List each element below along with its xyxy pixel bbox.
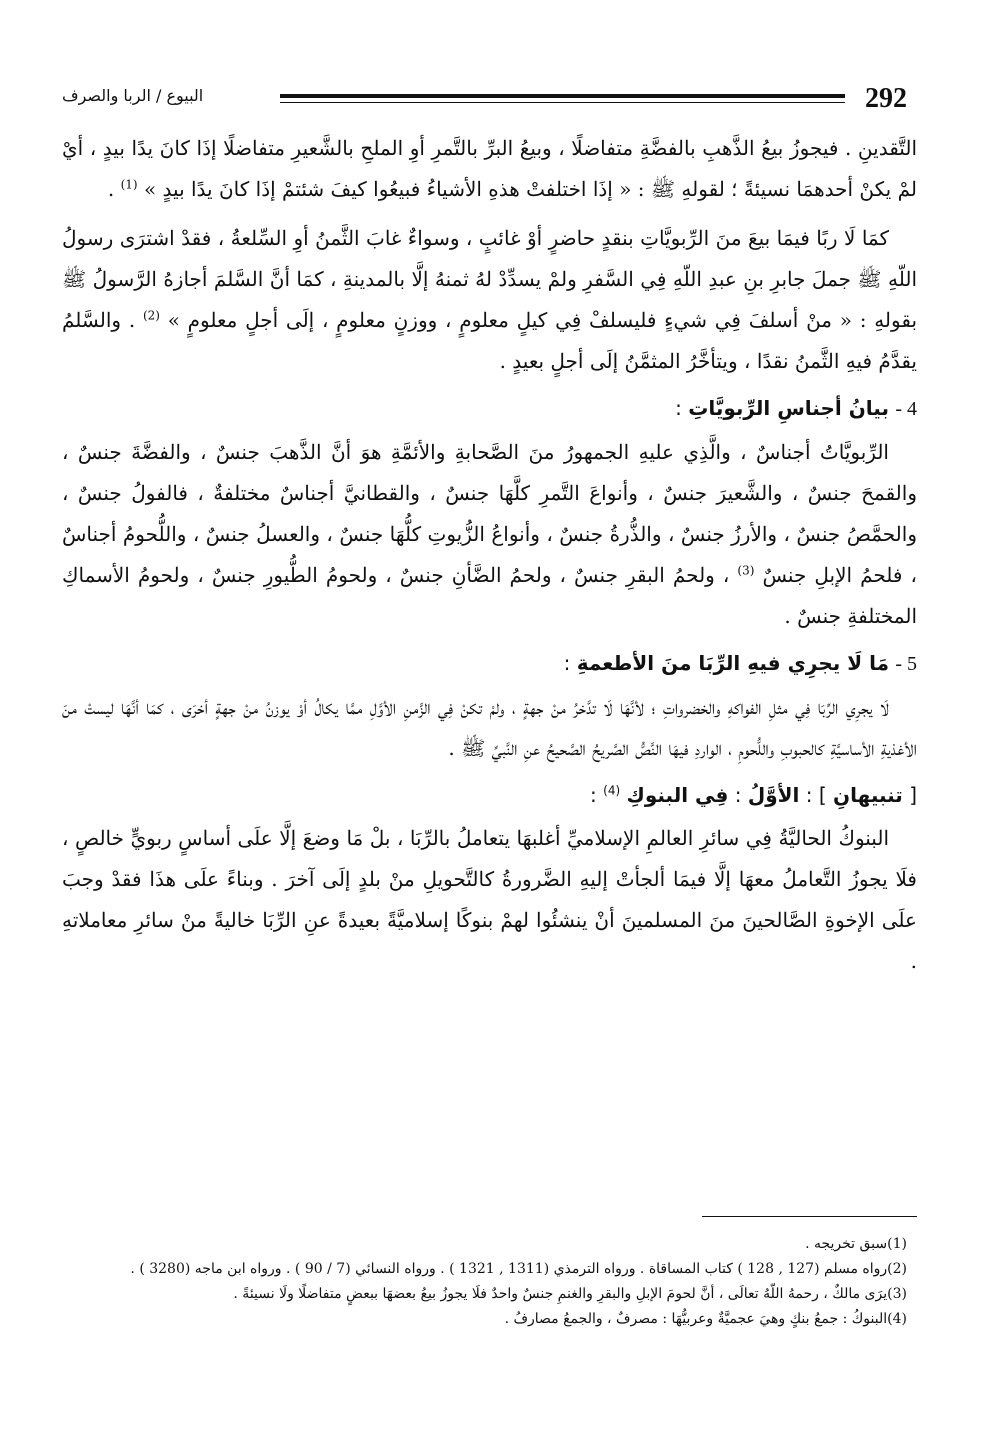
paragraph-2-end: . والسَّلمُ يقدَّمُ فيهِ الثَّمنُ نقدًا ، ويتأخَّرُ المثمَّنُ إلَى أجلٍ بعيدٍ . [62, 308, 917, 373]
paragraph-1-text: التَّقدينِ . فيجوزُ بيعُ الذَّهبِ بالفضَّةِ متفاضلًا ، وبيعُ البرِّ بالتَّمرِ أوِ الملحِ بالشَّعيرِ متفاضلًا إذَا كانَ يدًا بيدٍ ، أيْ لمْ يكنْ أحدهمَا نسيئةً ؛ لقولهِ ﷺ : « إذَا اختلفتْ هذهِ الأشياءُ فبيعُوا كيفَ شئتمْ إذَا كانَ يدًا بيدٍ » [62, 136, 917, 201]
footnote-divider [702, 1216, 917, 1217]
section-number-5: 5 - [895, 653, 917, 675]
running-title: البيوع / الربا والصرف [62, 86, 204, 105]
section-title-5: مَا لَا يجرِي فيهِ الرِّبَا منَ الأطعمةِ [576, 651, 889, 675]
bracket-open: [ [909, 783, 917, 807]
header-rule [280, 94, 845, 103]
page-number: 292 [865, 83, 907, 114]
footnote-ref-3: (3) [737, 563, 755, 578]
footnote-3: (3)يرَى مالكٌ ، رحمهُ اللّهُ تعالَى ، أنَّ لحومَ الإبلِ والبقرِ والغنمِ جنسٌ واحدٌ فلَا يجوزُ بيعُ بعضهَا ببعضٍ متفاضلًا ولَا نسيئةً . [233, 1286, 907, 1302]
notes-first: الأوَّلُ [747, 783, 800, 807]
paragraph-1-end: . [107, 177, 115, 201]
notes-label: تنبيهانِ [833, 783, 903, 807]
footnote-ref-1: (1) [120, 177, 138, 192]
section-heading-4 [62, 388, 917, 430]
section-colon-4: : [675, 396, 682, 420]
bracket-close: ] [818, 783, 827, 807]
section-number-4: 4 - [895, 398, 917, 420]
footnote-2: (2)رواه مسلم (127 , 128 ) كتاب المساقاة . ورواه الترمذي (1311 , 1321 ) . ورواه النسائي (7 / 90 ) . ورواه ابن ماجه (3280 ) . [130, 1261, 907, 1277]
paragraph-4 [62, 687, 917, 769]
paragraph-4-text: لَا يجرِي الرِّبَا فِي مثلِ الفواكهِ والخضرواتِ ؛ لأنَّهَا لَا تدَّخرُ منْ جهةٍ ، ولمْ تكنْ فِي الزَّمنِ الأوَّلِ ممَّا يكالُ أوْ يوزنُ منْ جهةٍ أخرَى ، كمَا أنَّهَا ليستْ منَ الأغذيةِ الأساسيَّةِ كالحبوبِ واللُّحومِ ، الواردِ فيهَا النَّصُّ الصَّريحُ الصَّحيحُ عنِ النَّبيِّ ﷺ . [62, 695, 917, 760]
paragraph-2 [62, 218, 917, 382]
footnote-1: (1)سبق تخريجه . [805, 1236, 907, 1252]
footnote-4: (4)البنوكُ : جمعُ بنكٍ وهيَ عجميَّةٌ وعربيُّهَا : مصرفٌ ، والجمعُ مصارفُ . [504, 1311, 907, 1327]
main-text [62, 128, 917, 982]
paragraph-2-text: كمَا لَا ربًا فيمَا بيعَ منَ الرِّبويَّاتِ بنقدٍ حاضرٍ أوْ غائبٍ ، وسواءٌ غابَ الثَّمنُ أوِ السِّلعةُ ، فقدْ اشترَى رسولُ اللّهِ ﷺ جملَ جابرِ بنِ عبدِ اللّهِ فِي السَّفرِ ولمْ يسدِّدْ لهُ ثمنهُ إلَّا بالمدينةِ ، كمَا أنَّ السَّلمَ أجازهُ الرَّسولُ ﷺ بقولهِ : « منْ أسلفَ فِي شيءٍ فليسلفْ فِي كيلٍ معلومٍ ، ووزنٍ معلومٍ ، إلَى أجلٍ معلومٍ » [62, 226, 918, 332]
paragraph-3 [62, 432, 917, 637]
notes-colon: : [590, 783, 597, 807]
section-colon-5: : [563, 651, 571, 675]
paragraph-1 [62, 128, 917, 210]
footnote-ref-2: (2) [142, 308, 160, 323]
paragraph-5-text: البنوكُ الحاليَّةُ فِي سائرِ العالمِ الإسلاميِّ أغلبهَا يتعاملُ بالرِّبَا ، بلْ مَا وضعَ إلَّا علَى أساسٍ ربويٍّ خالصٍ ، فلَا يجوزُ التَّعاملُ معهَا إلَّا فيمَا ألجأتْ إليهِ الضَّرورةُ كالتَّحويلِ منْ بلدٍ إلَى آخرَ . وبناءً علَى هذَا فقدْ وجبَ علَى الإخوةِ الصَّالحينَ منَ المسلمينَ أنْ ينشئُوا لهمْ بنوكًا إسلاميَّةً بعيدةً عنِ الرِّبَا خاليةً منْ سائرِ معاملاتهِ . [62, 826, 917, 973]
page-header [62, 82, 907, 118]
footnote-ref-4: (4) [603, 783, 621, 798]
notes-heading [62, 775, 917, 816]
paragraph-3-text-a: الرِّبويَّاتُ أجناسٌ ، والَّذِي عليهِ الجمهورُ منَ الصَّحابةِ والأئمَّةِ هوَ أنَّ الذَّهبَ جنسٌ ، والفضَّةَ جنسٌ ، والقمحَ جنسٌ ، والشَّعيرَ جنسٌ ، وأنواعَ التَّمرِ كلَّهَا جنسٌ ، والقطانيَّ أجناسٌ مختلفةٌ ، فالفولُ جنسٌ ، والحمَّصُ جنسٌ ، والأرزُ جنسٌ ، والذُّرةُ جنسٌ ، وأنواعُ الزُّيوتِ كلُّهَا جنسٌ ، والعسلُ جنسٌ ، واللُّحومُ أجناسٌ ، فلحمُ الإبلِ جنسٌ [62, 440, 917, 587]
paragraph-3-text-b: ، ولحمُ البقرِ جنسٌ ، ولحمُ الضَّأنِ جنسٌ ، ولحومُ الطُّيورِ جنسٌ ، ولحومُ الأسماكِ المختلفةِ جنسٌ . [62, 563, 917, 628]
section-heading-5 [62, 643, 917, 685]
footnotes [62, 1232, 907, 1332]
section-title-4: بيانُ أجناسِ الرِّبويَّاتِ [688, 396, 889, 420]
notes-separator: : [805, 783, 813, 807]
notes-topic: فِي البنوكِ [626, 783, 729, 807]
notes-separator-2: : [734, 783, 742, 807]
paragraph-5 [62, 818, 917, 982]
